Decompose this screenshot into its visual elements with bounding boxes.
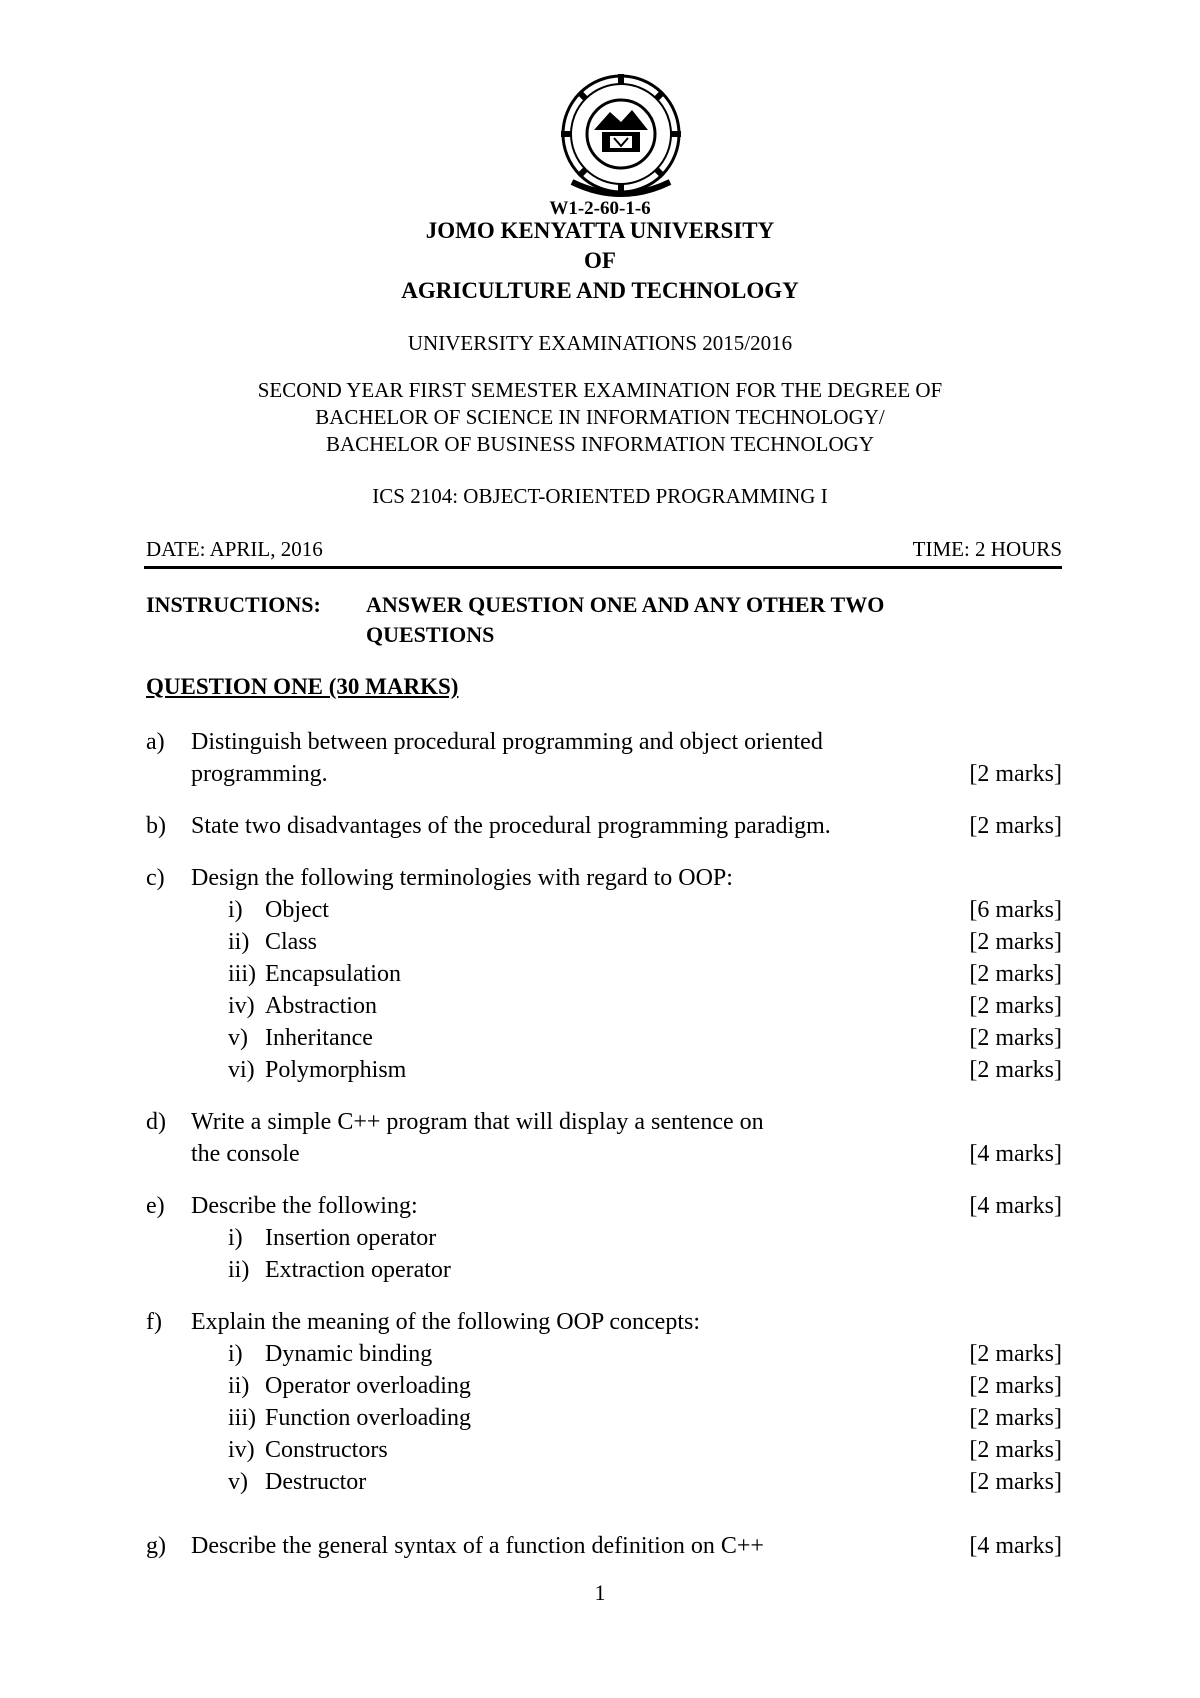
university-name-line-1: JOMO KENYATTA UNIVERSITY — [425, 218, 775, 243]
question-text: State two disadvantages of the procedural programming paradigm. — [191, 813, 831, 839]
question-marks: [4 marks] — [969, 1533, 1062, 1559]
sub-question-marks: [2 marks] — [969, 1405, 1062, 1431]
sub-question-number: vi) — [228, 1057, 255, 1083]
sub-question-number: iii) — [228, 961, 256, 987]
question-label: b) — [146, 813, 166, 839]
question-one-heading: QUESTION ONE (30 MARKS) — [146, 674, 459, 699]
sub-question-marks: [2 marks] — [969, 929, 1062, 955]
sub-question-marks: [2 marks] — [969, 1341, 1062, 1367]
sub-question-marks: [2 marks] — [969, 961, 1062, 987]
sub-question-text: Dynamic binding — [265, 1341, 433, 1367]
sub-question-marks: [2 marks] — [969, 1469, 1062, 1495]
instructions-text-line-2: QUESTIONS — [366, 622, 495, 647]
sub-question-number: ii) — [228, 929, 250, 955]
sub-question-number: ii) — [228, 1257, 250, 1283]
question-label: g) — [146, 1533, 166, 1559]
sub-question-text: Destructor — [265, 1469, 367, 1495]
sub-question-marks: [2 marks] — [969, 1437, 1062, 1463]
header-divider — [144, 566, 1062, 569]
question-text: Write a simple C++ program that will display a sentence on — [191, 1109, 764, 1135]
instructions-text-line-1: ANSWER QUESTION ONE AND ANY OTHER TWO — [366, 592, 885, 617]
question-marks: [4 marks] — [969, 1141, 1062, 1167]
question-label: d) — [146, 1109, 166, 1135]
sub-question-text: Function overloading — [265, 1405, 471, 1431]
sub-question-number: i) — [228, 1225, 243, 1251]
sub-question-marks: [2 marks] — [969, 1057, 1062, 1083]
sub-question-text: Extraction operator — [265, 1257, 451, 1283]
sub-question-marks: [2 marks] — [969, 1373, 1062, 1399]
sub-question-text: Encapsulation — [265, 961, 401, 987]
question-marks: [2 marks] — [969, 761, 1062, 787]
question-label: c) — [146, 865, 165, 891]
paper-code: W1-2-60-1-6 — [549, 198, 651, 219]
question-text: programming. — [191, 761, 328, 787]
sub-question-number: i) — [228, 897, 243, 923]
question-text: Describe the following: — [191, 1193, 418, 1219]
question-label: f) — [146, 1309, 162, 1335]
sub-question-number: iv) — [228, 1437, 255, 1463]
sub-question-number: ii) — [228, 1373, 250, 1399]
question-marks: [2 marks] — [969, 813, 1062, 839]
sub-question-text: Operator overloading — [265, 1373, 471, 1399]
sub-question-text: Object — [265, 897, 329, 923]
instructions-label: INSTRUCTIONS: — [146, 592, 321, 617]
sub-question-number: i) — [228, 1341, 243, 1367]
sub-question-marks: [2 marks] — [969, 1025, 1062, 1051]
sub-question-number: v) — [228, 1025, 248, 1051]
question-label: a) — [146, 729, 165, 755]
sub-question-number: iii) — [228, 1405, 256, 1431]
sub-question-marks: [2 marks] — [969, 993, 1062, 1019]
university-name-line-3: AGRICULTURE AND TECHNOLOGY — [401, 278, 799, 303]
question-text: Describe the general syntax of a function definition on C++ — [191, 1533, 764, 1559]
question-marks: [4 marks] — [969, 1193, 1062, 1219]
university-name-line-2: OF — [584, 248, 616, 273]
question-label: e) — [146, 1193, 165, 1219]
sub-question-number: v) — [228, 1469, 248, 1495]
degree-line-1: SECOND YEAR FIRST SEMESTER EXAMINATION FOR THE DEGREE OF — [257, 378, 943, 402]
page-number: 1 — [594, 1580, 606, 1605]
sub-question-text: Insertion operator — [265, 1225, 437, 1251]
sub-question-text: Abstraction — [265, 993, 377, 1019]
question-text: Distinguish between procedural programming and object oriented — [191, 729, 823, 755]
sub-question-text: Inheritance — [265, 1025, 373, 1051]
sub-question-text: Class — [265, 929, 318, 955]
question-text: Design the following terminologies with regard to OOP: — [191, 865, 733, 891]
exam-time: TIME: 2 HOURS — [912, 537, 1062, 561]
degree-line-3: BACHELOR OF BUSINESS INFORMATION TECHNOLOGY — [326, 432, 874, 456]
sub-question-text: Polymorphism — [265, 1057, 407, 1083]
course-title: ICS 2104: OBJECT-ORIENTED PROGRAMMING I — [372, 484, 828, 508]
question-text: Explain the meaning of the following OOP concepts: — [191, 1309, 701, 1335]
degree-line-2: BACHELOR OF SCIENCE IN INFORMATION TECHNOLOGY/ — [315, 405, 885, 429]
exam-date: DATE: APRIL, 2016 — [146, 537, 323, 561]
university-logo — [552, 72, 690, 204]
question-text: the console — [191, 1141, 300, 1167]
sub-question-text: Constructors — [265, 1437, 388, 1463]
sub-question-marks: [6 marks] — [969, 897, 1062, 923]
sub-question-number: iv) — [228, 993, 255, 1019]
exam-title: UNIVERSITY EXAMINATIONS 2015/2016 — [407, 331, 793, 355]
